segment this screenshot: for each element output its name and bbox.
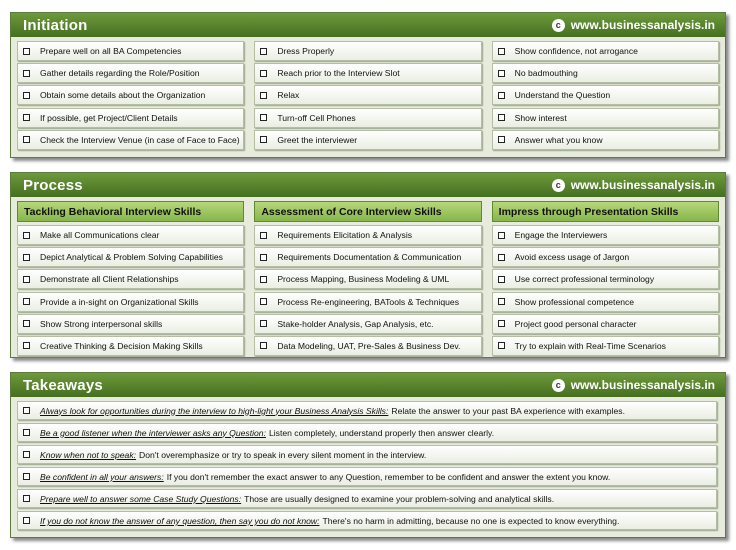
checkbox-icon [23, 70, 30, 77]
process-column-2 [254, 201, 481, 358]
checkbox-icon [23, 451, 30, 458]
list-item: Obtain some details about the Organization [17, 85, 244, 105]
initiation-column-2 [254, 41, 481, 152]
list-item: Requirements Elicitation & Analysis [254, 225, 481, 245]
checkbox-icon [260, 298, 267, 305]
copyright-icon: c [552, 379, 565, 392]
checkbox-icon [23, 342, 30, 349]
list-item: Process Mapping, Business Modeling & UML [254, 269, 481, 289]
checkbox-icon [23, 473, 30, 480]
list-item: Show Strong interpersonal skills [17, 314, 244, 334]
process-column-heading: Tackling Behavioral Interview Skills [17, 201, 244, 222]
list-item: Creative Thinking & Decision Making Skills [17, 336, 244, 356]
checkbox-icon [498, 232, 505, 239]
process-header [11, 173, 725, 197]
list-item: Process Re-engineering, BATools & Techniques [254, 292, 481, 312]
list-item: Make all Communications clear [17, 225, 244, 245]
initiation-header [11, 13, 725, 37]
checkbox-icon [260, 92, 267, 99]
process-column-heading: Assessment of Core Interview Skills [254, 201, 481, 222]
list-item: Answer what you know [492, 130, 719, 150]
initiation-panel [10, 12, 726, 158]
brand-link[interactable] [552, 178, 715, 192]
list-item: Greet the interviewer [254, 130, 481, 150]
list-item: Dress Properly [254, 41, 481, 61]
takeaway-item: Be confident in all your answers: If you don't remember the exact answer to any Question, remember to be confident and answer the extent you know. [17, 467, 717, 486]
brand-link[interactable] [552, 378, 715, 392]
brand-site: www.businessanalysis.in [570, 378, 715, 392]
checkbox-icon [23, 48, 30, 55]
checkbox-icon [498, 136, 505, 143]
checkbox-icon [260, 70, 267, 77]
checkbox-icon [498, 114, 505, 121]
checkbox-icon [498, 276, 505, 283]
process-column-heading: Impress through Presentation Skills [492, 201, 719, 222]
takeaway-item: If you do not know the answer of any question, then say you do not know: There's no harm in admitting, because no one is expected to know everything. [17, 511, 717, 530]
takeaways-panel [10, 372, 726, 538]
list-item: Requirements Documentation & Communication [254, 247, 481, 267]
list-item: No badmouthing [492, 63, 719, 83]
checkbox-icon [260, 136, 267, 143]
checkbox-icon [260, 254, 267, 261]
list-item: If possible, get Project/Client Details [17, 108, 244, 128]
copyright-icon: c [552, 19, 565, 32]
list-item: Stake-holder Analysis, Gap Analysis, etc. [254, 314, 481, 334]
checkbox-icon [498, 254, 505, 261]
list-item: Engage the Interviewers [492, 225, 719, 245]
initiation-column-3 [492, 41, 719, 152]
checkbox-icon [260, 342, 267, 349]
takeaways-title: Takeaways [23, 376, 103, 394]
checkbox-icon [23, 320, 30, 327]
checkbox-icon [498, 342, 505, 349]
list-item: Show confidence, not arrogance [492, 41, 719, 61]
list-item: Check the Interview Venue (in case of Face to Face) [17, 130, 244, 150]
list-item: Try to explain with Real-Time Scenarios [492, 336, 719, 356]
checkbox-icon [260, 48, 267, 55]
checkbox-icon [23, 232, 30, 239]
checkbox-icon [23, 298, 30, 305]
list-item: Project good personal character [492, 314, 719, 334]
list-item: Depict Analytical & Problem Solving Capabilities [17, 247, 244, 267]
list-item: Show professional competence [492, 292, 719, 312]
takeaway-item: Always look for opportunities during the interview to high-light your Business Analysis Skills: Relate the answer to your past BA experience with examples. [17, 401, 717, 420]
checkbox-icon [260, 320, 267, 327]
checkbox-icon [23, 254, 30, 261]
process-title: Process [23, 176, 83, 194]
list-item: Data Modeling, UAT, Pre-Sales & Business Dev. [254, 336, 481, 356]
checkbox-icon [260, 114, 267, 121]
checkbox-icon [23, 136, 30, 143]
checkbox-icon [498, 48, 505, 55]
takeaways-list [11, 397, 725, 530]
list-item: Turn-off Cell Phones [254, 108, 481, 128]
brand-link[interactable] [552, 18, 715, 32]
checkbox-icon [23, 276, 30, 283]
checkbox-icon [498, 70, 505, 77]
process-panel [10, 172, 726, 358]
initiation-title: Initiation [23, 16, 88, 34]
brand-site: www.businessanalysis.in [570, 178, 715, 192]
checkbox-icon [23, 517, 30, 524]
list-item: Provide a in-sight on Organizational Skills [17, 292, 244, 312]
checkbox-icon [23, 407, 30, 414]
checkbox-icon [498, 320, 505, 327]
copyright-icon: c [552, 179, 565, 192]
initiation-column-1 [17, 41, 244, 152]
list-item: Use correct professional terminology [492, 269, 719, 289]
brand-site: www.businessanalysis.in [570, 18, 715, 32]
takeaway-item: Prepare well to answer some Case Study Questions: Those are usually designed to examine your problem-solving and analytical skills. [17, 489, 717, 508]
checkbox-icon [498, 92, 505, 99]
list-item: Show interest [492, 108, 719, 128]
checkbox-icon [23, 495, 30, 502]
list-item: Gather details regarding the Role/Position [17, 63, 244, 83]
checkbox-icon [498, 298, 505, 305]
checkbox-icon [23, 114, 30, 121]
list-item: Avoid excess usage of Jargon [492, 247, 719, 267]
list-item: Demonstrate all Client Relationships [17, 269, 244, 289]
takeaways-header [11, 373, 725, 397]
list-item: Relax [254, 85, 481, 105]
takeaway-item: Be a good listener when the interviewer asks any Question: Listen completely, understand properly then answer clearly. [17, 423, 717, 442]
checkbox-icon [260, 276, 267, 283]
checkbox-icon [260, 232, 267, 239]
list-item: Understand the Question [492, 85, 719, 105]
list-item: Prepare well on all BA Competencies [17, 41, 244, 61]
takeaway-item: Know when not to speak: Don't overemphasize or try to speak in every silent moment in the interview. [17, 445, 717, 464]
list-item: Reach prior to the Interview Slot [254, 63, 481, 83]
process-column-1 [17, 201, 244, 358]
process-column-3 [492, 201, 719, 358]
checkbox-icon [23, 92, 30, 99]
checkbox-icon [23, 429, 30, 436]
